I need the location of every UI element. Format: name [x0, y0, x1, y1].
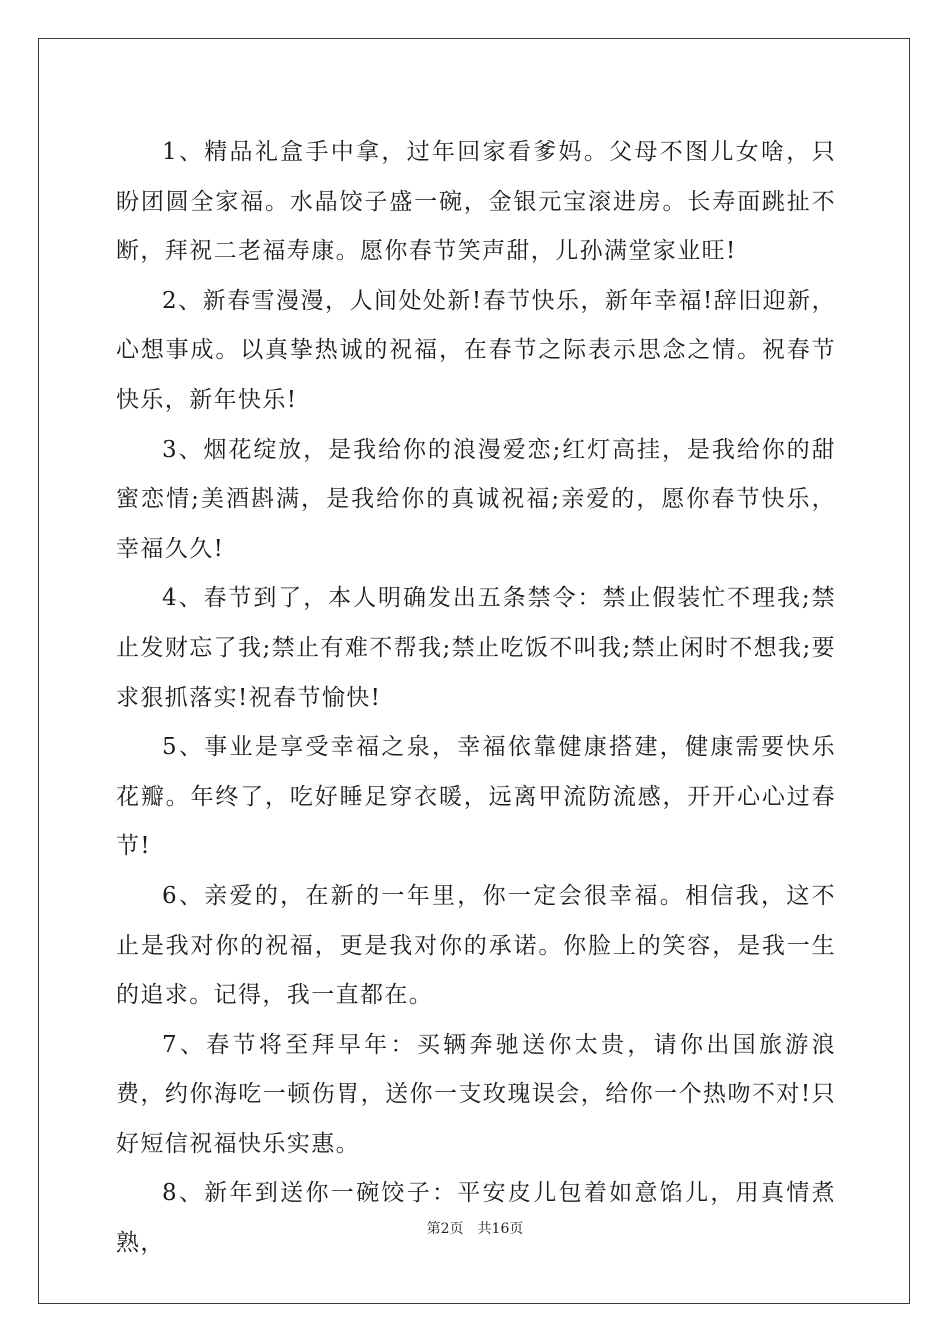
paragraph-5: 5、事业是享受幸福之泉，幸福依靠健康搭建，健康需要快乐花瓣。年终了，吃好睡足穿衣暖，远离甲流防流感，开开心心过春节!	[116, 734, 836, 860]
paragraph-6: 6、亲爱的，在新的一年里，你一定会很幸福。相信我，这不止是我对你的祝福，更是我对你的承诺。你脸上的笑容，是我一生的追求。记得，我一直都在。	[116, 882, 836, 1009]
page-footer	[0, 1218, 950, 1238]
paragraph-3: 3、烟花绽放，是我给你的浪漫爱恋;红灯高挂，是我给你的甜蜜恋情;美酒斟满，是我给你的真诚祝福;亲爱的，愿你春节快乐，幸福久久!	[116, 436, 836, 562]
paragraph-7: 7、春节将至拜早年：买辆奔驰送你太贵，请你出国旅游浪费，约你海吃一顿伤胃，送你一支玫瑰误会，给你一个热吻不对!只好短信祝福快乐实惠。	[116, 1031, 836, 1157]
paragraph-1: 1、精品礼盒手中拿，过年回家看爹妈。父母不图儿女啥，只盼团圆全家福。水晶饺子盛一碗，金银元宝滚进房。长寿面跳扯不断，拜祝二老福寿康。愿你春节笑声甜，儿孙满堂家业旺!	[116, 139, 836, 265]
paragraph-4: 4、春节到了，本人明确发出五条禁令：禁止假装忙不理我;禁止发财忘了我;禁止有难不帮我;禁止吃饭不叫我;禁止闲时不想我;要求狠抓落实!祝春节愉快!	[116, 585, 836, 711]
paragraph-2: 2、新春雪漫漫，人间处处新!春节快乐，新年幸福!辞旧迎新，心想事成。以真挚热诚的祝福，在春节之际表示思念之情。祝春节快乐，新年快乐!	[116, 287, 836, 413]
page-number: 第2页	[426, 1221, 464, 1237]
document-body	[116, 128, 836, 1269]
paragraph-8: 8、新年到送你一碗饺子：平安皮儿包着如意馅儿，用真情煮熟，	[116, 1180, 836, 1257]
page-total: 共16页	[477, 1221, 524, 1237]
